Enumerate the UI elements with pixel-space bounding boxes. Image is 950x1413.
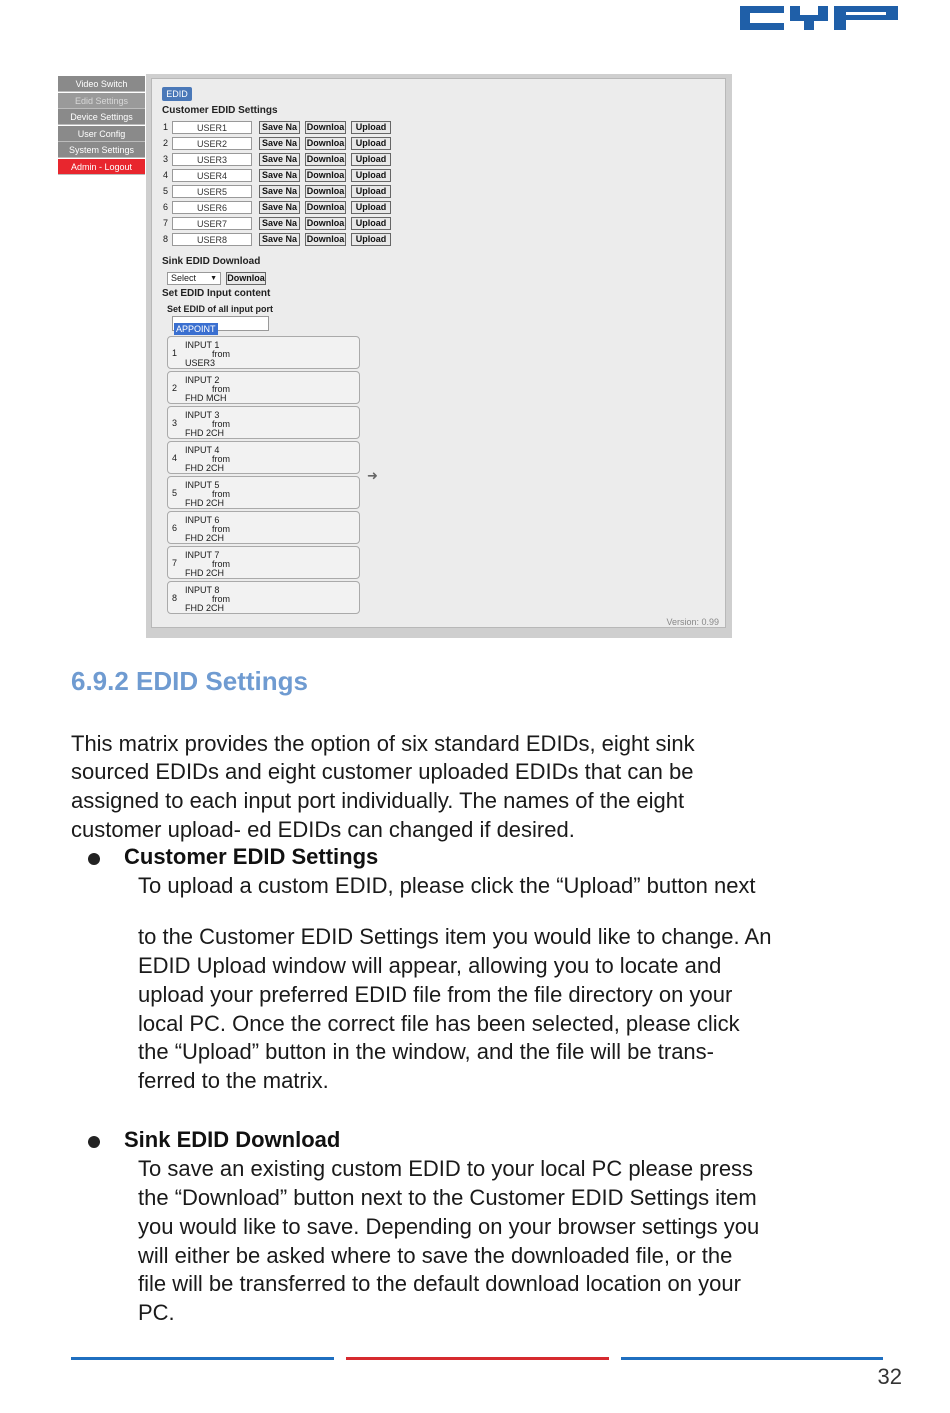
input-from: from (212, 419, 230, 429)
input-from: from (212, 489, 230, 499)
bullet-sink-line-5: file will be transferred to the default download location on your (138, 1271, 741, 1296)
bullet-customer-title: Customer EDID Settings (124, 844, 379, 869)
bullet-dot (88, 853, 100, 865)
sink-select[interactable] (167, 272, 221, 285)
download-button[interactable]: Downloa (306, 138, 345, 148)
bullet-customer-line-0: To upload a custom EDID, please click the “Upload” button next (138, 873, 756, 898)
user-row (163, 217, 403, 231)
user-row (163, 233, 403, 247)
upload-button[interactable]: Upload (351, 217, 391, 230)
input-index: 6 (172, 523, 178, 533)
input-edid-box[interactable] (167, 511, 360, 544)
customer-edid-heading: Customer EDID Settings (162, 105, 278, 116)
user-name-field[interactable]: USER1 (172, 121, 252, 134)
input-edid-box[interactable] (167, 581, 360, 614)
user-row-number: 2 (163, 138, 169, 148)
input-index: 2 (172, 383, 178, 393)
input-edid-box[interactable] (167, 476, 360, 509)
user-row-number: 5 (163, 186, 169, 196)
input-edid-box[interactable] (167, 336, 360, 369)
bullet-sink-line-6: PC. (138, 1300, 175, 1325)
input-label: INPUT 4 (185, 445, 220, 455)
input-source: FHD MCH (185, 393, 227, 403)
sink-select-value: Select (171, 273, 197, 283)
edid-panel (146, 74, 732, 638)
intro-line-3: assigned to each input port individually. The names of the eight (71, 788, 685, 813)
input-index: 8 (172, 593, 178, 603)
download-button[interactable]: Downloa (306, 170, 345, 180)
user-row (163, 169, 403, 183)
input-label: INPUT 8 (185, 585, 220, 595)
user-row-number: 4 (163, 170, 169, 180)
intro-line-2: sourced EDIDs and eight customer uploaded EDIDs that can be (71, 759, 694, 784)
input-index: 3 (172, 418, 178, 428)
nav-admin-logout[interactable]: Admin - Logout (58, 159, 145, 175)
bullet-sink-line-4: will either be asked where to save the downloaded file, or the (138, 1243, 733, 1268)
section-heading: 6.9.2 EDID Settings (71, 666, 308, 696)
footer-rule-right (621, 1357, 883, 1360)
user-row (163, 137, 403, 151)
input-label: INPUT 5 (185, 480, 220, 490)
user-name-field[interactable]: USER5 (172, 185, 252, 198)
bullet-sink-title: Sink EDID Download (124, 1127, 341, 1152)
bullet-sink-line-1: To save an existing custom EDID to your local PC please press (138, 1156, 754, 1181)
input-index: 7 (172, 558, 178, 568)
intro-line-1: This matrix provides the option of six standard EDIDs, eight sink (71, 731, 695, 756)
bullet-customer-line-6: ferred to the matrix. (138, 1068, 329, 1093)
nav-system-settings[interactable]: System Settings (58, 142, 145, 158)
input-index: 5 (172, 488, 178, 498)
user-name-field[interactable]: USER4 (172, 169, 252, 182)
user-row-number: 6 (163, 202, 169, 212)
input-from: from (212, 559, 230, 569)
bullet-customer-line-5: the “Upload” button in the window, and the file will be trans- (138, 1039, 714, 1064)
cyp-logo (738, 2, 902, 34)
save-name-button[interactable]: Save Na (259, 217, 300, 230)
user-row (163, 121, 403, 135)
save-name-button[interactable]: Save Na (259, 201, 300, 214)
bullet-sink-line-3: you would like to save. Depending on your browser settings you (138, 1214, 760, 1239)
arrow-right-icon: ➜ (367, 469, 378, 484)
download-button[interactable]: Downloa (306, 122, 345, 132)
input-edid-box[interactable] (167, 441, 360, 474)
input-from: from (212, 594, 230, 604)
input-source: FHD 2CH (185, 463, 225, 473)
bullet-customer-line-4: local PC. Once the correct file has been selected, please click (138, 1011, 740, 1036)
user-row-number: 3 (163, 154, 169, 164)
download-button[interactable]: Downloa (306, 234, 345, 244)
footer-rule-center (346, 1357, 609, 1360)
input-label: INPUT 6 (185, 515, 220, 525)
bullet-customer-line-3: upload your preferred EDID file from the file directory on your (138, 982, 733, 1007)
user-name-field[interactable]: USER8 (172, 233, 252, 246)
input-source: FHD 2CH (185, 533, 225, 543)
input-from: from (212, 349, 230, 359)
upload-button[interactable]: Upload (351, 153, 391, 166)
download-button[interactable]: Downloa (306, 218, 345, 228)
input-edid-box[interactable] (167, 371, 360, 404)
save-name-button[interactable]: Save Na (259, 121, 300, 134)
version-label: Version: 0.99 (666, 617, 719, 627)
input-label: INPUT 7 (185, 550, 220, 560)
footer-rule-left (71, 1357, 334, 1360)
save-name-button[interactable]: Save Na (259, 185, 300, 198)
ui-screenshot (58, 74, 732, 638)
user-row-number: 8 (163, 234, 169, 244)
nav-video-switch[interactable]: Video Switch (58, 76, 145, 92)
nav-edid-settings[interactable]: Edid Settings (58, 93, 145, 109)
user-row (163, 185, 403, 199)
save-name-button[interactable]: Save Na (259, 169, 300, 182)
upload-button[interactable]: Upload (351, 201, 391, 214)
input-index: 4 (172, 453, 178, 463)
input-label: INPUT 3 (185, 410, 220, 420)
upload-button[interactable]: Upload (351, 137, 391, 150)
download-button[interactable]: Downloa (306, 186, 345, 196)
upload-button[interactable]: Upload (351, 121, 391, 134)
input-edid-box[interactable] (167, 546, 360, 579)
bullet-customer-line-2: EDID Upload window will appear, allowing you to locate and (138, 953, 722, 978)
input-from: from (212, 524, 230, 534)
input-source: FHD 2CH (185, 603, 225, 613)
input-label: INPUT 2 (185, 375, 220, 385)
set-input-heading: Set EDID Input content (162, 288, 271, 299)
user-row-number: 1 (163, 122, 169, 132)
input-from: from (212, 454, 230, 464)
input-edid-box[interactable] (167, 406, 360, 439)
page-number: 32 (877, 1364, 902, 1389)
appoint-field[interactable] (172, 316, 269, 334)
user-name-field[interactable]: USER6 (172, 201, 252, 214)
sink-edid-heading: Sink EDID Download (162, 256, 261, 267)
bullet-customer-line-1: to the Customer EDID Settings item you would like to change. An (138, 924, 772, 949)
bullet-dot (88, 1136, 100, 1148)
user-row (163, 201, 403, 215)
input-source: FHD 2CH (185, 568, 225, 578)
download-button[interactable]: Downloa (306, 154, 345, 164)
user-name-field[interactable]: USER2 (172, 137, 252, 150)
upload-button[interactable]: Upload (351, 169, 391, 182)
sink-download-button[interactable]: Downloa (227, 273, 265, 283)
upload-button[interactable]: Upload (351, 185, 391, 198)
tab-edid[interactable]: EDID (162, 87, 192, 101)
appoint-value: APPOINT (176, 324, 216, 334)
user-row (163, 153, 403, 167)
input-from: from (212, 384, 230, 394)
nav-user-config[interactable]: User Config (58, 126, 145, 142)
input-label: INPUT 1 (185, 340, 220, 350)
download-button[interactable]: Downloa (306, 202, 345, 212)
save-name-button[interactable]: Save Na (259, 233, 300, 246)
user-name-field[interactable]: USER3 (172, 153, 252, 166)
save-name-button[interactable]: Save Na (259, 137, 300, 150)
chevron-down-icon: ▼ (210, 275, 217, 282)
user-name-field[interactable]: USER7 (172, 217, 252, 230)
set-all-label: Set EDID of all input port (167, 304, 273, 314)
bullet-sink-line-2: the “Download” button next to the Customer EDID Settings item (138, 1185, 757, 1210)
edid-panel-body (151, 78, 726, 628)
intro-line-4: customer upload- ed EDIDs can changed if desired. (71, 817, 575, 842)
upload-button[interactable]: Upload (351, 233, 391, 246)
input-source: FHD 2CH (185, 498, 225, 508)
input-source: USER3 (185, 358, 216, 368)
input-source: FHD 2CH (185, 428, 225, 438)
save-name-button[interactable]: Save Na (259, 153, 300, 166)
nav-device-settings[interactable]: Device Settings (58, 109, 145, 125)
input-index: 1 (172, 348, 178, 358)
sidebar-nav (58, 76, 145, 176)
user-row-number: 7 (163, 218, 169, 228)
